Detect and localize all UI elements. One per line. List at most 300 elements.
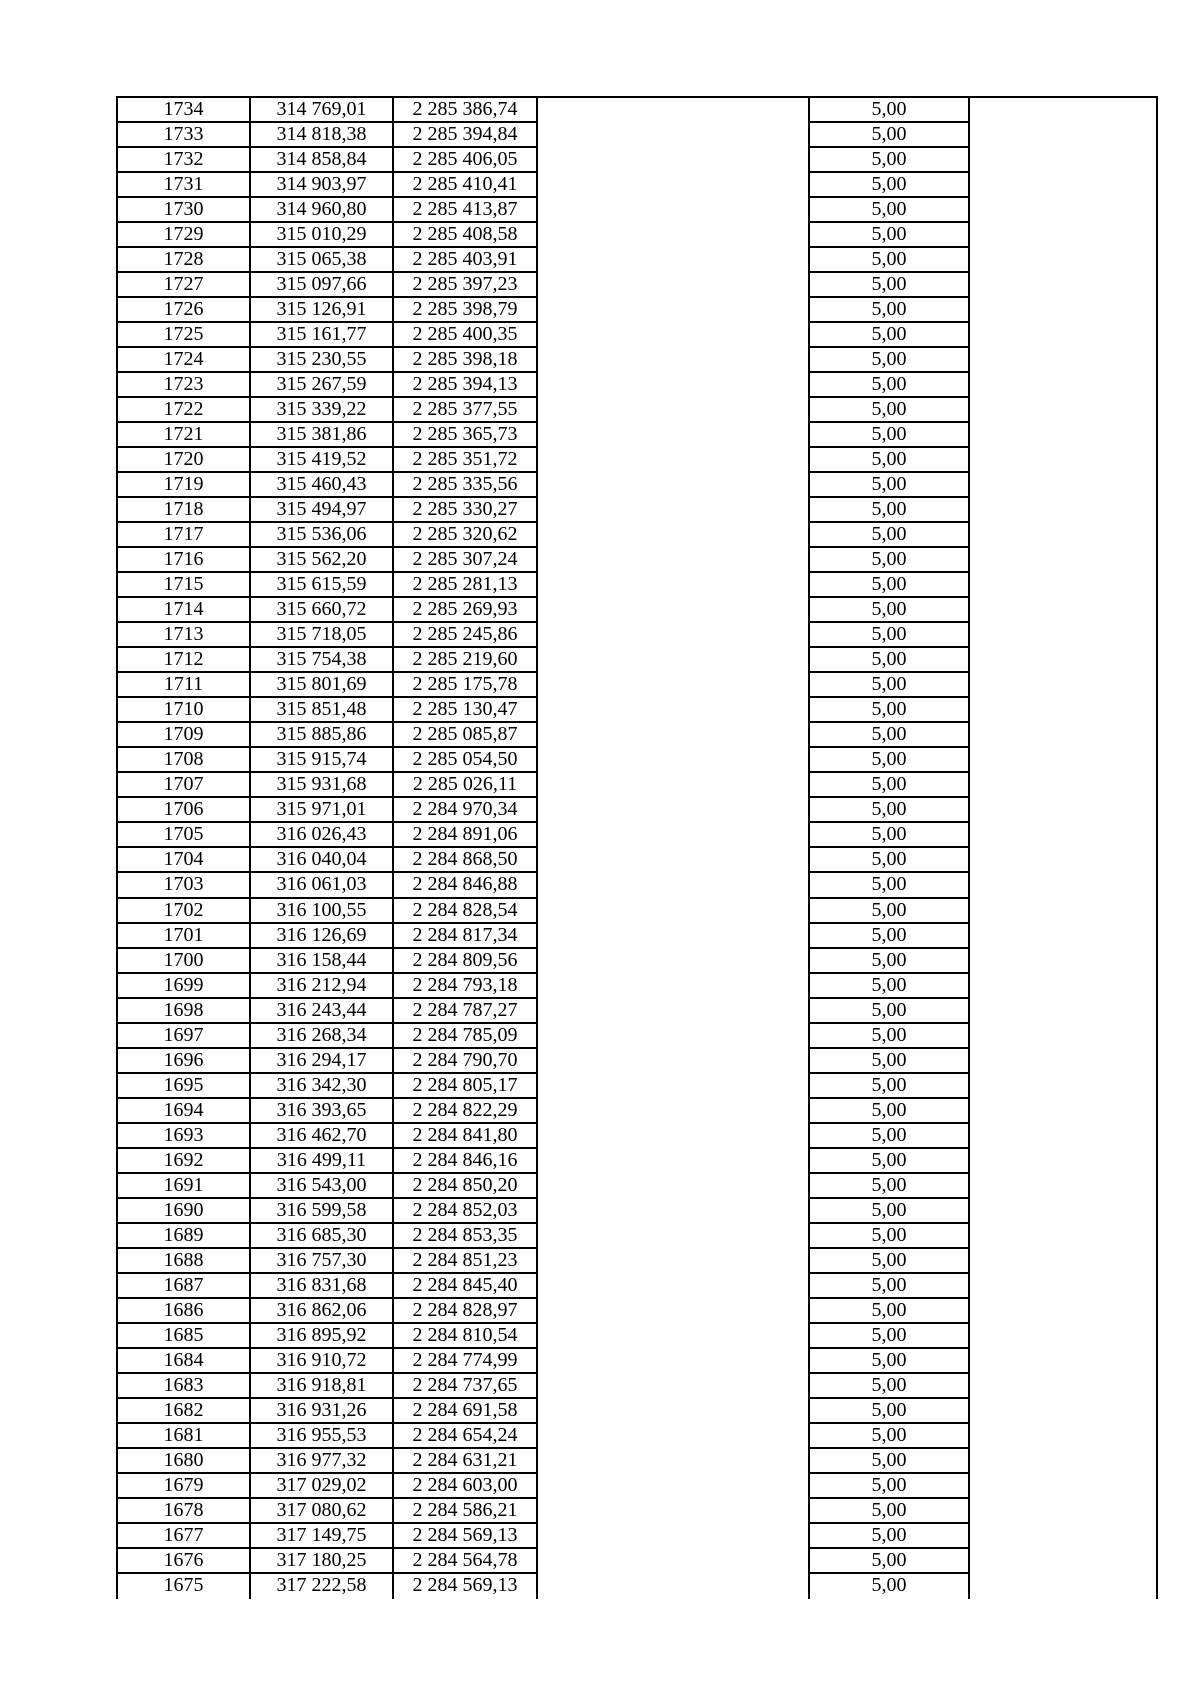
- blank-cell-right: [970, 1199, 1156, 1224]
- table-row: [118, 573, 1156, 598]
- y-coordinate-cell: 2 285 403,91: [394, 248, 538, 273]
- value-cell: 5,00: [810, 823, 970, 848]
- blank-cell: [538, 1424, 810, 1449]
- blank-cell: [538, 623, 810, 648]
- blank-cell: [538, 173, 810, 198]
- y-coordinate-cell: 2 284 868,50: [394, 848, 538, 873]
- value-cell: 5,00: [810, 1474, 970, 1499]
- blank-cell-right: [970, 1499, 1156, 1524]
- y-coordinate-cell: 2 285 026,11: [394, 773, 538, 798]
- value-cell: 5,00: [810, 1349, 970, 1374]
- x-coordinate-cell: 317 149,75: [251, 1524, 394, 1549]
- point-number-cell: 1732: [118, 148, 251, 173]
- x-coordinate-cell: 316 895,92: [251, 1324, 394, 1349]
- blank-cell: [538, 473, 810, 498]
- blank-cell: [538, 548, 810, 573]
- blank-cell-right: [970, 248, 1156, 273]
- blank-cell: [538, 999, 810, 1024]
- table-row: [118, 1374, 1156, 1399]
- y-coordinate-cell: 2 285 406,05: [394, 148, 538, 173]
- x-coordinate-cell: 316 831,68: [251, 1274, 394, 1299]
- blank-cell: [538, 848, 810, 873]
- point-number-cell: 1704: [118, 848, 251, 873]
- point-number-cell: 1696: [118, 1049, 251, 1074]
- y-coordinate-cell: 2 284 569,13: [394, 1524, 538, 1549]
- x-coordinate-cell: 315 615,59: [251, 573, 394, 598]
- point-number-cell: 1718: [118, 498, 251, 523]
- blank-cell-right: [970, 1474, 1156, 1499]
- blank-cell-right: [970, 273, 1156, 298]
- point-number-cell: 1725: [118, 323, 251, 348]
- x-coordinate-cell: 315 718,05: [251, 623, 394, 648]
- table-row: [118, 1149, 1156, 1174]
- point-number-cell: 1688: [118, 1249, 251, 1274]
- value-cell: 5,00: [810, 949, 970, 974]
- point-number-cell: 1695: [118, 1074, 251, 1099]
- x-coordinate-cell: 315 494,97: [251, 498, 394, 523]
- x-coordinate-cell: 315 971,01: [251, 798, 394, 823]
- table-row: [118, 223, 1156, 248]
- point-number-cell: 1716: [118, 548, 251, 573]
- value-cell: 5,00: [810, 673, 970, 698]
- x-coordinate-cell: 315 754,38: [251, 648, 394, 673]
- blank-cell: [538, 1574, 810, 1599]
- y-coordinate-cell: 2 284 851,23: [394, 1249, 538, 1274]
- x-coordinate-cell: 316 158,44: [251, 949, 394, 974]
- x-coordinate-cell: 316 243,44: [251, 999, 394, 1024]
- x-coordinate-cell: 316 757,30: [251, 1249, 394, 1274]
- point-number-cell: 1734: [118, 98, 251, 123]
- point-number-cell: 1711: [118, 673, 251, 698]
- value-cell: 5,00: [810, 1024, 970, 1049]
- table-row: [118, 924, 1156, 949]
- y-coordinate-cell: 2 284 846,88: [394, 873, 538, 898]
- value-cell: 5,00: [810, 999, 970, 1024]
- value-cell: 5,00: [810, 1274, 970, 1299]
- table-row: [118, 198, 1156, 223]
- value-cell: 5,00: [810, 924, 970, 949]
- value-cell: 5,00: [810, 773, 970, 798]
- point-number-cell: 1710: [118, 698, 251, 723]
- blank-cell-right: [970, 1249, 1156, 1274]
- value-cell: 5,00: [810, 198, 970, 223]
- table-row: [118, 1399, 1156, 1424]
- blank-cell-right: [970, 398, 1156, 423]
- blank-cell-right: [970, 1274, 1156, 1299]
- y-coordinate-cell: 2 284 810,54: [394, 1324, 538, 1349]
- value-cell: 5,00: [810, 173, 970, 198]
- point-number-cell: 1729: [118, 223, 251, 248]
- table-row: [118, 1349, 1156, 1374]
- point-number-cell: 1698: [118, 999, 251, 1024]
- point-number-cell: 1705: [118, 823, 251, 848]
- blank-cell: [538, 573, 810, 598]
- y-coordinate-cell: 2 284 785,09: [394, 1024, 538, 1049]
- blank-cell: [538, 448, 810, 473]
- blank-cell-right: [970, 1549, 1156, 1574]
- blank-cell: [538, 698, 810, 723]
- table-row: [118, 473, 1156, 498]
- blank-cell: [538, 773, 810, 798]
- x-coordinate-cell: 317 222,58: [251, 1574, 394, 1599]
- blank-cell: [538, 1174, 810, 1199]
- point-number-cell: 1713: [118, 623, 251, 648]
- y-coordinate-cell: 2 284 841,80: [394, 1124, 538, 1149]
- blank-cell-right: [970, 1049, 1156, 1074]
- value-cell: 5,00: [810, 1574, 970, 1599]
- point-number-cell: 1687: [118, 1274, 251, 1299]
- x-coordinate-cell: 315 267,59: [251, 373, 394, 398]
- point-number-cell: 1709: [118, 723, 251, 748]
- table-row: [118, 423, 1156, 448]
- blank-cell-right: [970, 323, 1156, 348]
- y-coordinate-cell: 2 285 397,23: [394, 273, 538, 298]
- x-coordinate-cell: 317 080,62: [251, 1499, 394, 1524]
- table-row: [118, 523, 1156, 548]
- blank-cell-right: [970, 598, 1156, 623]
- table-row: [118, 1524, 1156, 1549]
- x-coordinate-cell: 315 381,86: [251, 423, 394, 448]
- value-cell: 5,00: [810, 498, 970, 523]
- x-coordinate-cell: 316 977,32: [251, 1449, 394, 1474]
- blank-cell-right: [970, 949, 1156, 974]
- blank-cell-right: [970, 1349, 1156, 1374]
- x-coordinate-cell: 315 010,29: [251, 223, 394, 248]
- y-coordinate-cell: 2 284 853,35: [394, 1224, 538, 1249]
- point-number-cell: 1685: [118, 1324, 251, 1349]
- point-number-cell: 1691: [118, 1174, 251, 1199]
- point-number-cell: 1690: [118, 1199, 251, 1224]
- value-cell: 5,00: [810, 1224, 970, 1249]
- blank-cell-right: [970, 98, 1156, 123]
- point-number-cell: 1719: [118, 473, 251, 498]
- value-cell: 5,00: [810, 1399, 970, 1424]
- blank-cell-right: [970, 523, 1156, 548]
- y-coordinate-cell: 2 285 410,41: [394, 173, 538, 198]
- point-number-cell: 1693: [118, 1124, 251, 1149]
- y-coordinate-cell: 2 284 691,58: [394, 1399, 538, 1424]
- blank-cell-right: [970, 924, 1156, 949]
- table-row: [118, 1574, 1156, 1599]
- y-coordinate-cell: 2 285 394,13: [394, 373, 538, 398]
- blank-cell: [538, 949, 810, 974]
- x-coordinate-cell: 315 419,52: [251, 448, 394, 473]
- blank-cell-right: [970, 1099, 1156, 1124]
- blank-cell: [538, 924, 810, 949]
- blank-cell-right: [970, 1299, 1156, 1324]
- value-cell: 5,00: [810, 1449, 970, 1474]
- value-cell: 5,00: [810, 1249, 970, 1274]
- blank-cell-right: [970, 223, 1156, 248]
- value-cell: 5,00: [810, 623, 970, 648]
- table-row: [118, 148, 1156, 173]
- x-coordinate-cell: 316 862,06: [251, 1299, 394, 1324]
- blank-cell-right: [970, 1024, 1156, 1049]
- table-row: [118, 1024, 1156, 1049]
- blank-cell: [538, 1049, 810, 1074]
- blank-cell: [538, 1024, 810, 1049]
- y-coordinate-cell: 2 285 281,13: [394, 573, 538, 598]
- x-coordinate-cell: 316 026,43: [251, 823, 394, 848]
- y-coordinate-cell: 2 285 307,24: [394, 548, 538, 573]
- table-row: [118, 123, 1156, 148]
- blank-cell-right: [970, 1224, 1156, 1249]
- blank-cell-right: [970, 823, 1156, 848]
- blank-cell: [538, 873, 810, 898]
- blank-cell-right: [970, 548, 1156, 573]
- blank-cell: [538, 798, 810, 823]
- x-coordinate-cell: 314 818,38: [251, 123, 394, 148]
- table-row: [118, 974, 1156, 999]
- blank-cell: [538, 1449, 810, 1474]
- blank-cell: [538, 1349, 810, 1374]
- value-cell: 5,00: [810, 848, 970, 873]
- point-number-cell: 1682: [118, 1399, 251, 1424]
- blank-cell: [538, 1099, 810, 1124]
- x-coordinate-cell: 316 685,30: [251, 1224, 394, 1249]
- table-row: [118, 848, 1156, 873]
- y-coordinate-cell: 2 284 774,99: [394, 1349, 538, 1374]
- table-row: [118, 1174, 1156, 1199]
- table-row: [118, 1424, 1156, 1449]
- x-coordinate-cell: 315 915,74: [251, 748, 394, 773]
- blank-cell: [538, 1149, 810, 1174]
- value-cell: 5,00: [810, 1174, 970, 1199]
- table-row: [118, 873, 1156, 898]
- y-coordinate-cell: 2 284 891,06: [394, 823, 538, 848]
- x-coordinate-cell: 314 960,80: [251, 198, 394, 223]
- table-row: [118, 899, 1156, 924]
- point-number-cell: 1694: [118, 1099, 251, 1124]
- blank-cell: [538, 1224, 810, 1249]
- value-cell: 5,00: [810, 373, 970, 398]
- y-coordinate-cell: 2 284 564,78: [394, 1549, 538, 1574]
- point-number-cell: 1720: [118, 448, 251, 473]
- value-cell: 5,00: [810, 748, 970, 773]
- y-coordinate-cell: 2 285 245,86: [394, 623, 538, 648]
- table-row: [118, 1224, 1156, 1249]
- blank-cell-right: [970, 173, 1156, 198]
- blank-cell-right: [970, 473, 1156, 498]
- blank-cell: [538, 123, 810, 148]
- value-cell: 5,00: [810, 423, 970, 448]
- blank-cell: [538, 1299, 810, 1324]
- table-row: [118, 698, 1156, 723]
- coordinates-table: [116, 96, 1158, 1599]
- blank-cell-right: [970, 773, 1156, 798]
- point-number-cell: 1708: [118, 748, 251, 773]
- point-number-cell: 1726: [118, 298, 251, 323]
- value-cell: 5,00: [810, 1199, 970, 1224]
- blank-cell: [538, 373, 810, 398]
- x-coordinate-cell: 315 126,91: [251, 298, 394, 323]
- value-cell: 5,00: [810, 123, 970, 148]
- x-coordinate-cell: 316 100,55: [251, 899, 394, 924]
- table-row: [118, 1499, 1156, 1524]
- value-cell: 5,00: [810, 698, 970, 723]
- blank-cell-right: [970, 1149, 1156, 1174]
- y-coordinate-cell: 2 285 175,78: [394, 673, 538, 698]
- y-coordinate-cell: 2 285 413,87: [394, 198, 538, 223]
- x-coordinate-cell: 315 230,55: [251, 348, 394, 373]
- table-row: [118, 648, 1156, 673]
- table-row: [118, 348, 1156, 373]
- table-row: [118, 623, 1156, 648]
- table-row: [118, 173, 1156, 198]
- x-coordinate-cell: 317 180,25: [251, 1549, 394, 1574]
- x-coordinate-cell: 316 499,11: [251, 1149, 394, 1174]
- point-number-cell: 1703: [118, 873, 251, 898]
- point-number-cell: 1701: [118, 924, 251, 949]
- blank-cell-right: [970, 1174, 1156, 1199]
- point-number-cell: 1699: [118, 974, 251, 999]
- blank-cell: [538, 673, 810, 698]
- value-cell: 5,00: [810, 1099, 970, 1124]
- x-coordinate-cell: 316 342,30: [251, 1074, 394, 1099]
- x-coordinate-cell: 315 460,43: [251, 473, 394, 498]
- point-number-cell: 1677: [118, 1524, 251, 1549]
- y-coordinate-cell: 2 284 817,34: [394, 924, 538, 949]
- y-coordinate-cell: 2 284 970,34: [394, 798, 538, 823]
- blank-cell-right: [970, 974, 1156, 999]
- blank-cell-right: [970, 798, 1156, 823]
- y-coordinate-cell: 2 285 130,47: [394, 698, 538, 723]
- y-coordinate-cell: 2 285 335,56: [394, 473, 538, 498]
- x-coordinate-cell: 315 536,06: [251, 523, 394, 548]
- y-coordinate-cell: 2 284 828,97: [394, 1299, 538, 1324]
- y-coordinate-cell: 2 284 828,54: [394, 899, 538, 924]
- x-coordinate-cell: 315 339,22: [251, 398, 394, 423]
- blank-cell: [538, 223, 810, 248]
- blank-cell: [538, 974, 810, 999]
- y-coordinate-cell: 2 284 586,21: [394, 1499, 538, 1524]
- y-coordinate-cell: 2 285 219,60: [394, 648, 538, 673]
- x-coordinate-cell: 316 061,03: [251, 873, 394, 898]
- blank-cell-right: [970, 123, 1156, 148]
- point-number-cell: 1684: [118, 1349, 251, 1374]
- y-coordinate-cell: 2 284 737,65: [394, 1374, 538, 1399]
- x-coordinate-cell: 315 660,72: [251, 598, 394, 623]
- table-row: [118, 1274, 1156, 1299]
- x-coordinate-cell: 315 801,69: [251, 673, 394, 698]
- y-coordinate-cell: 2 285 320,62: [394, 523, 538, 548]
- y-coordinate-cell: 2 284 805,17: [394, 1074, 538, 1099]
- point-number-cell: 1714: [118, 598, 251, 623]
- x-coordinate-cell: 315 851,48: [251, 698, 394, 723]
- point-number-cell: 1724: [118, 348, 251, 373]
- table-row: [118, 1099, 1156, 1124]
- table-row: [118, 323, 1156, 348]
- table-row: [118, 1549, 1156, 1574]
- x-coordinate-cell: 316 543,00: [251, 1174, 394, 1199]
- point-number-cell: 1730: [118, 198, 251, 223]
- blank-cell: [538, 98, 810, 123]
- x-coordinate-cell: 317 029,02: [251, 1474, 394, 1499]
- table-row: [118, 598, 1156, 623]
- blank-cell: [538, 1199, 810, 1224]
- value-cell: 5,00: [810, 723, 970, 748]
- value-cell: 5,00: [810, 873, 970, 898]
- value-cell: 5,00: [810, 1324, 970, 1349]
- table-row: [118, 723, 1156, 748]
- value-cell: 5,00: [810, 1424, 970, 1449]
- blank-cell: [538, 723, 810, 748]
- value-cell: 5,00: [810, 98, 970, 123]
- blank-cell: [538, 198, 810, 223]
- y-coordinate-cell: 2 285 386,74: [394, 98, 538, 123]
- table-row: [118, 673, 1156, 698]
- value-cell: 5,00: [810, 1299, 970, 1324]
- value-cell: 5,00: [810, 298, 970, 323]
- y-coordinate-cell: 2 285 054,50: [394, 748, 538, 773]
- point-number-cell: 1681: [118, 1424, 251, 1449]
- value-cell: 5,00: [810, 1049, 970, 1074]
- point-number-cell: 1692: [118, 1149, 251, 1174]
- x-coordinate-cell: 315 161,77: [251, 323, 394, 348]
- x-coordinate-cell: 316 268,34: [251, 1024, 394, 1049]
- table-row: [118, 498, 1156, 523]
- y-coordinate-cell: 2 284 845,40: [394, 1274, 538, 1299]
- blank-cell-right: [970, 1124, 1156, 1149]
- y-coordinate-cell: 2 284 790,70: [394, 1049, 538, 1074]
- x-coordinate-cell: 315 065,38: [251, 248, 394, 273]
- x-coordinate-cell: 316 040,04: [251, 848, 394, 873]
- point-number-cell: 1706: [118, 798, 251, 823]
- y-coordinate-cell: 2 285 398,18: [394, 348, 538, 373]
- point-number-cell: 1689: [118, 1224, 251, 1249]
- blank-cell: [538, 1249, 810, 1274]
- point-number-cell: 1676: [118, 1549, 251, 1574]
- blank-cell: [538, 498, 810, 523]
- point-number-cell: 1683: [118, 1374, 251, 1399]
- value-cell: 5,00: [810, 974, 970, 999]
- point-number-cell: 1728: [118, 248, 251, 273]
- x-coordinate-cell: 316 955,53: [251, 1424, 394, 1449]
- value-cell: 5,00: [810, 398, 970, 423]
- blank-cell-right: [970, 1399, 1156, 1424]
- table-row: [118, 1324, 1156, 1349]
- x-coordinate-cell: 316 212,94: [251, 974, 394, 999]
- x-coordinate-cell: 316 918,81: [251, 1374, 394, 1399]
- value-cell: 5,00: [810, 223, 970, 248]
- table-row: [118, 98, 1156, 123]
- blank-cell: [538, 148, 810, 173]
- table-row: [118, 548, 1156, 573]
- blank-cell: [538, 1524, 810, 1549]
- x-coordinate-cell: 315 097,66: [251, 273, 394, 298]
- point-number-cell: 1717: [118, 523, 251, 548]
- x-coordinate-cell: 315 562,20: [251, 548, 394, 573]
- blank-cell-right: [970, 348, 1156, 373]
- table-row: [118, 248, 1156, 273]
- blank-cell: [538, 1499, 810, 1524]
- blank-cell-right: [970, 748, 1156, 773]
- blank-cell-right: [970, 423, 1156, 448]
- blank-cell-right: [970, 498, 1156, 523]
- x-coordinate-cell: 316 393,65: [251, 1099, 394, 1124]
- blank-cell-right: [970, 148, 1156, 173]
- value-cell: 5,00: [810, 1524, 970, 1549]
- blank-cell-right: [970, 1374, 1156, 1399]
- blank-cell: [538, 1474, 810, 1499]
- y-coordinate-cell: 2 285 398,79: [394, 298, 538, 323]
- value-cell: 5,00: [810, 1499, 970, 1524]
- value-cell: 5,00: [810, 1074, 970, 1099]
- point-number-cell: 1679: [118, 1474, 251, 1499]
- table-row: [118, 999, 1156, 1024]
- blank-cell: [538, 273, 810, 298]
- y-coordinate-cell: 2 284 603,00: [394, 1474, 538, 1499]
